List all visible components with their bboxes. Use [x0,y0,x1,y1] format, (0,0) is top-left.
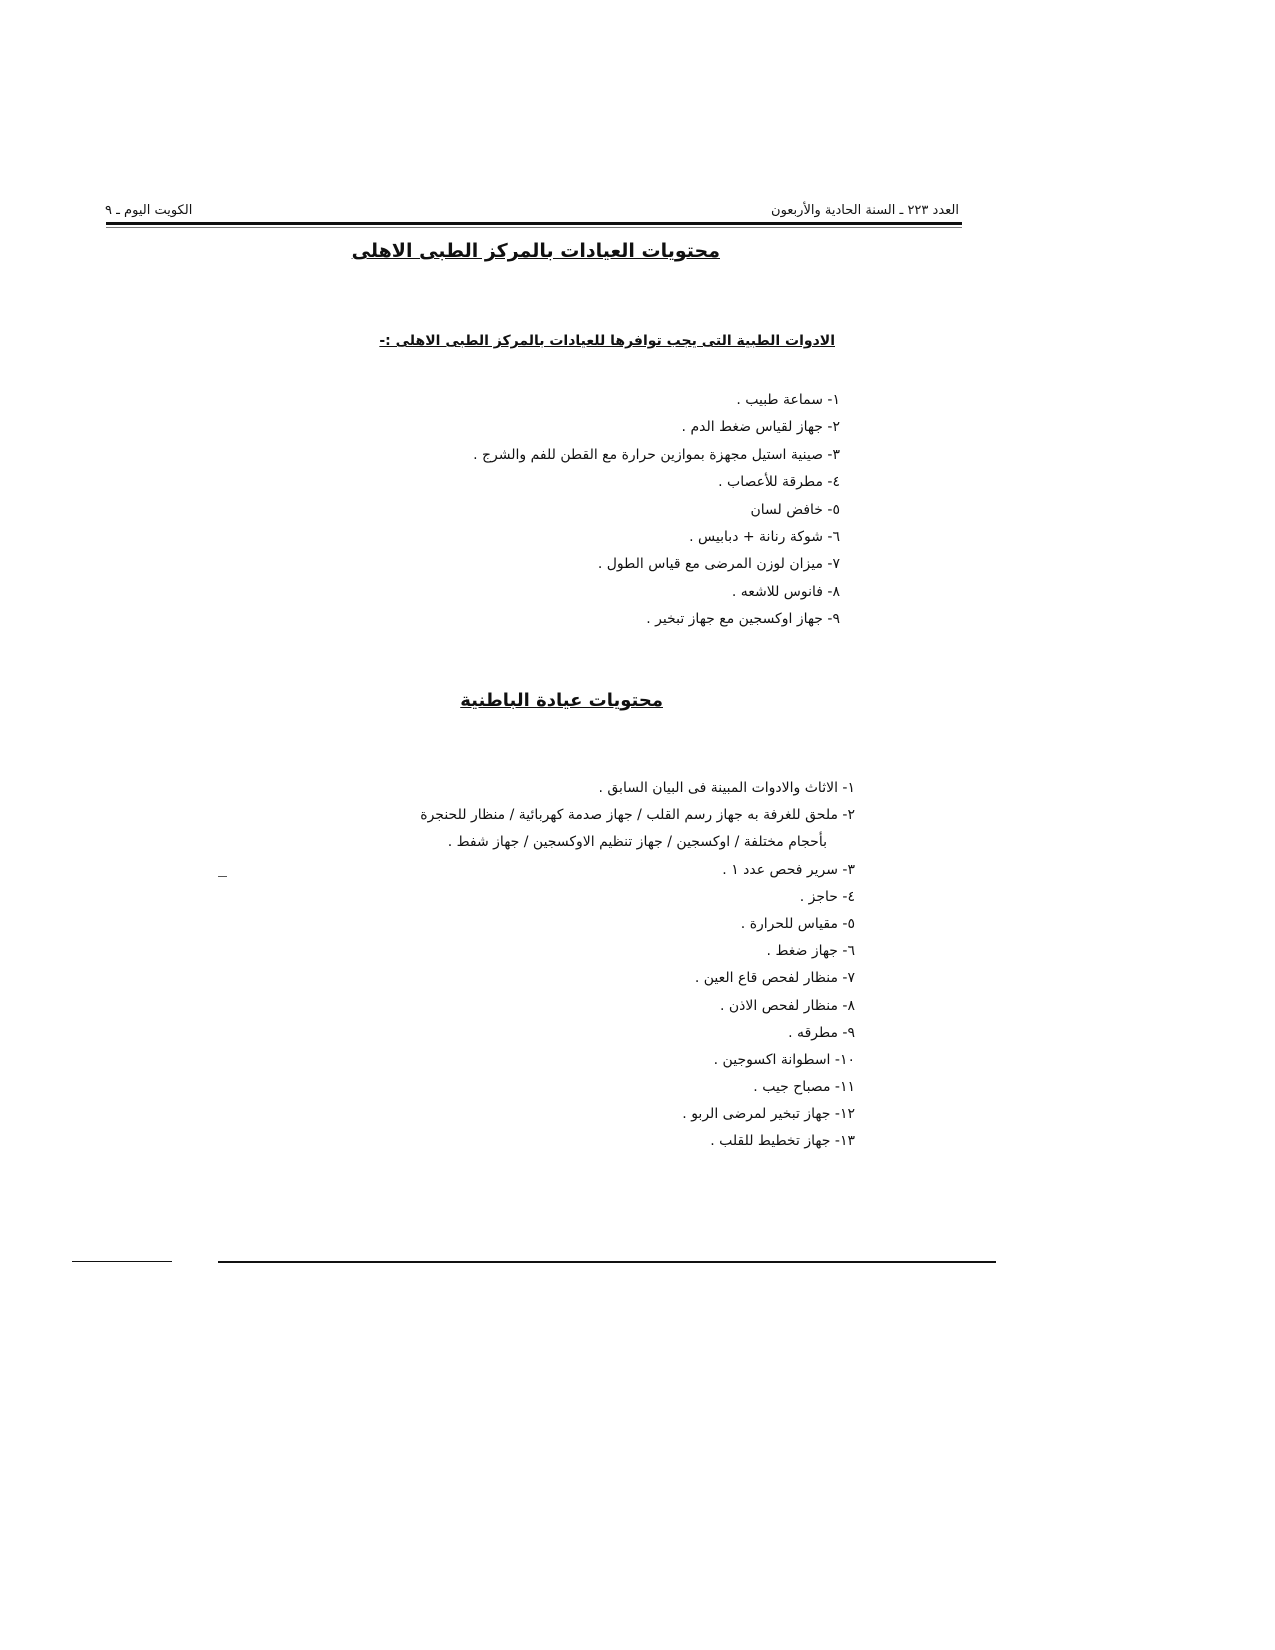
header-rule [106,222,962,225]
list-item: ٣- سرير فحص عدد ١ . [722,861,855,878]
newspaper-header: الكويت اليوم ـ ٩ [105,203,193,218]
list-item: ١٣- جهاز تخطيط للقلب . [710,1133,855,1150]
list-item: ١- سماعة طبيب . [736,392,840,408]
list-item: ٩- جهاز اوكسجين مع جهاز تبخير . [646,611,840,628]
list-item: ١١- مصباح جيب . [753,1079,855,1096]
section1-list [473,387,840,634]
list-item: ٥- خافض لسان [750,501,840,518]
section2-title: محتويات عيادة الباطنية [460,690,663,711]
footer-rule [218,1261,996,1263]
list-item: ٤- حاجز . [799,888,855,905]
list-item: ٤- مطرقة للأعصاب . [718,474,840,491]
list-item: ٥- مقياس للحرارة . [740,915,855,932]
section2-list [250,775,855,1156]
list-item: ١- الاثاث والادوات المبينة فى البيان السابق . [598,780,855,796]
list-item: ٨- فانوس للاشعه . [731,583,840,600]
list-item-line: ٢- ملحق للغرفة به جهاز رسم القلب / جهاز صدمة كهربائية / منظار للحنجرة [420,807,855,824]
list-item: ٦- شوكة رنانة + دبابيس . [689,528,840,545]
list-item: ٧- ميزان لوزن المرضى مع قياس الطول . [597,556,840,573]
list-item: ٨- منظار لفحص الاذن . [720,997,855,1014]
list-item-wrapped [250,802,855,856]
footer-rule-short [72,1261,172,1262]
list-item: ٦- جهاز ضغط . [766,943,855,960]
header-rule-thin [106,227,962,228]
list-item: ١٠- اسطوانة اكسوجين . [713,1051,855,1068]
stray-mark [218,876,227,877]
list-item-continuation: بأحجام مختلفة / اوكسجين / جهاز تنظيم الاوكسجين / جهاز شفط . [447,834,827,851]
list-item: ٩- مطرقه . [788,1024,855,1041]
section1-title: محتويات العيادات بالمركز الطبى الاهلى [351,240,720,262]
issue-header: العدد ٢٢٣ ـ السنة الحادية والأربعون [771,203,959,218]
list-item: ١٢- جهاز تبخير لمرضى الربو . [682,1106,855,1123]
list-item: ٧- منظار لفحص قاع العين . [694,970,855,987]
list-item: ٢- جهاز لقياس ضغط الدم . [681,419,840,436]
list-item: ٣- صينية استيل مجهزة بموازين حرارة مع القطن للفم والشرج . [473,446,840,463]
section1-subtitle: الادوات الطبية التى يجب توافرها للعيادات بالمركز الطبى الاهلى :- [379,333,835,349]
